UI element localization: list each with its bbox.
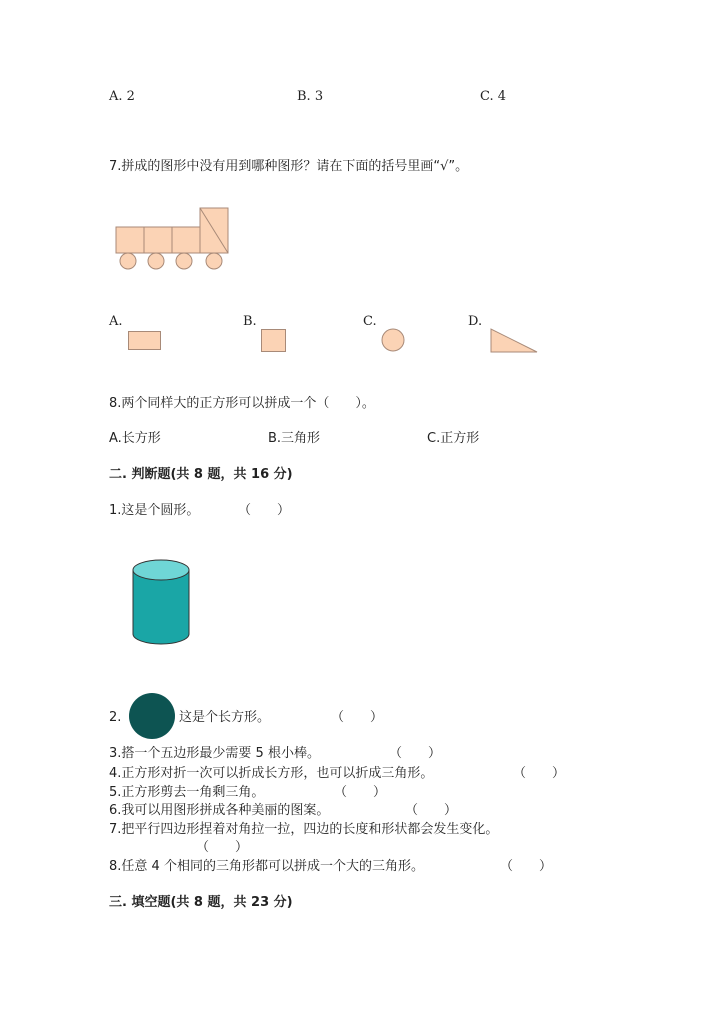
wheel-3 bbox=[176, 253, 192, 269]
judge-item-2-number: 2. bbox=[109, 710, 122, 725]
q6-option-b: B. 3 bbox=[297, 89, 324, 104]
wheel-2 bbox=[148, 253, 164, 269]
q6-option-a: A. 2 bbox=[109, 89, 135, 104]
judge-item-6-paren[interactable]: （ ） bbox=[405, 803, 458, 818]
q6-option-c: C. 4 bbox=[480, 89, 507, 104]
circle-shape bbox=[381, 328, 405, 352]
judge-item-1-text: 1.这是个圆形。 bbox=[109, 503, 200, 518]
judge-item-3-text: 3.搭一个五边形最少需要 5 根小棒。 bbox=[109, 746, 320, 761]
wheel-1 bbox=[120, 253, 136, 269]
q7-option-b-label: B. bbox=[243, 314, 257, 329]
q7-text: 7.拼成的图形中没有用到哪种图形？请在下面的括号里画“√”。 bbox=[109, 159, 469, 174]
judge-item-3-paren[interactable]: （ ） bbox=[389, 746, 442, 761]
train-car-1 bbox=[116, 227, 144, 253]
judge-item-2-text: 这是个长方形。 bbox=[179, 710, 271, 725]
q8-option-a: A.长方形 bbox=[109, 431, 161, 446]
section2-title: 二. 判断题(共 8 题，共 16 分) bbox=[109, 467, 293, 482]
judge-item-4-text: 4.正方形对折一次可以折成长方形，也可以折成三角形。 bbox=[109, 766, 434, 781]
judge-item-7-paren[interactable]: （ ） bbox=[196, 840, 249, 855]
rectangle-shape bbox=[128, 331, 162, 351]
square-shape bbox=[261, 329, 287, 353]
q8-option-c: C.正方形 bbox=[427, 431, 480, 446]
dark-circle-image bbox=[128, 692, 176, 740]
q7-option-c-label: C. bbox=[363, 314, 377, 329]
section3-title: 三. 填空题(共 8 题，共 23 分) bbox=[109, 895, 293, 910]
cylinder-image bbox=[131, 559, 191, 647]
judge-item-7-text: 7.把平行四边形捏着对角拉一拉，四边的长度和形状都会发生变化。 bbox=[109, 822, 499, 837]
q7-option-a-label: A. bbox=[109, 314, 123, 329]
judge-item-6-text: 6.我可以用图形拼成各种美丽的图案。 bbox=[109, 803, 330, 818]
judge-item-2-paren[interactable]: （ ） bbox=[331, 710, 384, 725]
train-car-3 bbox=[172, 227, 200, 253]
train-car-2 bbox=[144, 227, 172, 253]
q7-option-d-label: D. bbox=[468, 314, 483, 329]
judge-item-8-paren[interactable]: （ ） bbox=[500, 859, 553, 874]
judge-item-5-text: 5.正方形剪去一角剩三角。 bbox=[109, 785, 265, 800]
judge-item-4-paren[interactable]: （ ） bbox=[513, 766, 566, 781]
judge-item-1-paren[interactable]: （ ） bbox=[238, 503, 291, 518]
judge-item-5-paren[interactable]: （ ） bbox=[334, 785, 387, 800]
triangle-shape bbox=[490, 328, 540, 354]
train-figure bbox=[110, 205, 235, 275]
wheel-4 bbox=[206, 253, 222, 269]
q8-option-b: B.三角形 bbox=[268, 431, 321, 446]
judge-item-8-text: 8.任意 4 个相同的三角形都可以拼成一个大的三角形。 bbox=[109, 859, 424, 874]
q8-text: 8.两个同样大的正方形可以拼成一个（ ）。 bbox=[109, 396, 375, 411]
